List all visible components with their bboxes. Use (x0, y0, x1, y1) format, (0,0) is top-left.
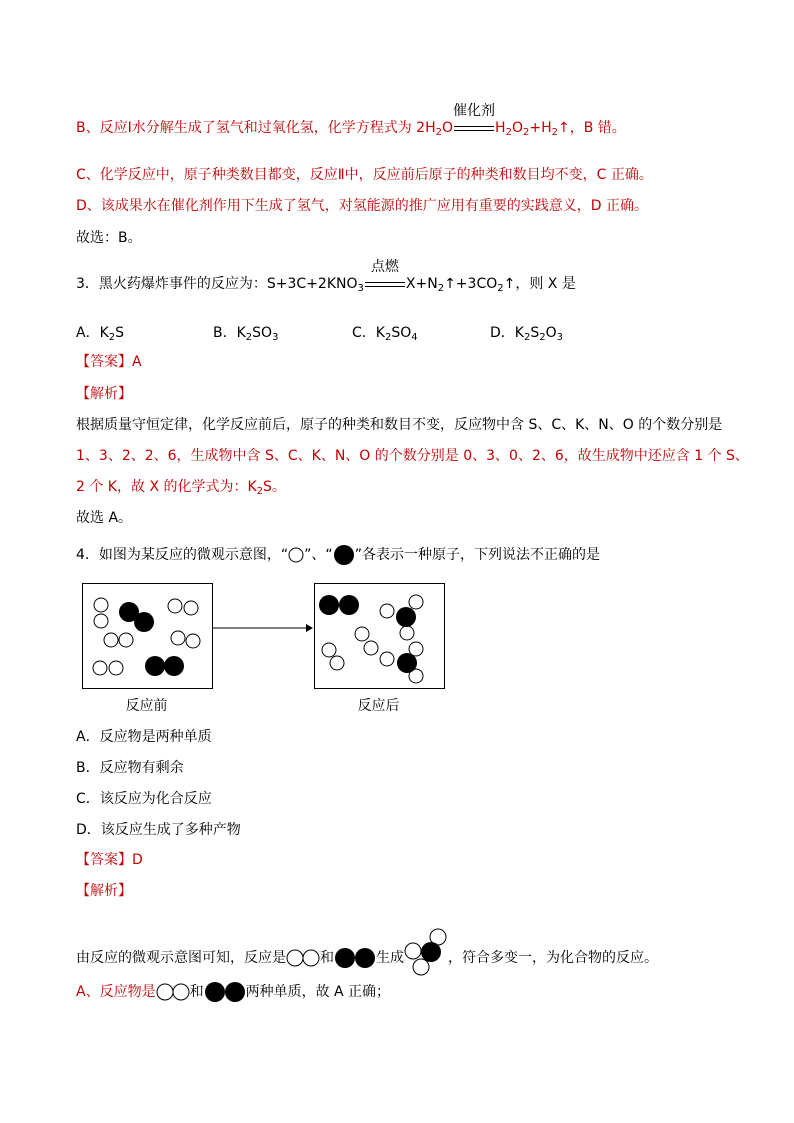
q3-choose: 故选 A。 (76, 510, 133, 526)
q4-option-c: C．该反应为化合反应 (76, 791, 212, 807)
black-atom-icon (333, 544, 355, 566)
before-reaction-box (82, 583, 213, 689)
q3-option-a: A．$K_2S$ (76, 325, 125, 343)
q4-analysis-tag: 【解析】 (76, 883, 132, 899)
white-molecule-icon (156, 982, 190, 1002)
question-4-stem: 4．如图为某反应的微观示意图，“ ”、“ ”各表示一种原子，下列说法不正确的是 (76, 544, 600, 566)
q3-analysis-3: 2 个 K，故 X 的化学式为：$K_2S$。 (76, 479, 286, 497)
white-atom-icon (288, 547, 304, 563)
after-reaction-box (314, 583, 445, 689)
analysis-line-d: D、该成果水在催化剂作用下生成了氢气，对氢能源的推广应用有重要的实践意义，D 正确。 (76, 198, 649, 214)
black-molecule-icon (334, 946, 376, 970)
product-molecule-icon (404, 928, 448, 976)
analysis-line-c: C、化学反应中，原子种类数目都变，反应Ⅱ中，反应前后原子的种类和数目均不变，C 正确。 (76, 167, 653, 183)
before-particles (83, 584, 212, 688)
reaction-arrow-icon (212, 622, 314, 634)
equals-bar (454, 126, 494, 131)
choose-line-2: 故选：B。 (76, 230, 142, 246)
analysis-line-b: B、反应Ⅰ水分解生成了氢气和过氧化氢，化学方程式为 $2H_2O$ 催化剂 $H_2O_2+H_2↑$，B 错。 (76, 103, 626, 138)
ignite-condition: 点燃 (364, 274, 406, 294)
q4-answer: 【答案】D (76, 852, 143, 868)
equals-bar (365, 282, 405, 287)
white-molecule-icon (286, 948, 320, 968)
q3-analysis-2: 1、3、2、2、6，生成物中含 S、C、K、N、O 的个数分别是 0、3、0、2、6，故生成物中还应含 1 个 S、 (76, 448, 749, 464)
q4-analysis-a: A、反应物是 和 两种单质，故 A 正确； (76, 980, 390, 1004)
q4-analysis-1: 由反应的微观示意图可知，反应是 和 生成 ，符合多变一，为化合物的反应。 (76, 928, 658, 976)
q4-option-d: D．该反应生成了多种产物 (76, 822, 241, 838)
q4-option-b: B．反应物有剩余 (76, 760, 184, 776)
q3-analysis-tag: 【解析】 (76, 386, 132, 402)
q3-analysis-1: 根据质量守恒定律，化学反应前后，原子的种类和数目不变，反应物中含 S、C、K、N、O 的个数分别是 (76, 417, 723, 433)
q3-option-d: D．$K_2S_2O_3$ (490, 325, 564, 343)
q3-answer: 【答案】A (76, 354, 142, 370)
q3-option-b: B．$K_2SO_3$ (213, 325, 279, 343)
caption-after: 反应后 (357, 698, 400, 714)
q3-option-c: C．$K_2SO_4$ (352, 325, 418, 343)
q4-option-a: A．反应物是两种单质 (76, 729, 212, 745)
question-3-stem: 3．黑火药爆炸事件的反应为：$S+3C+2KNO_3$ 点燃 $X+N_2↑+3CO_2↑$，则 X 是 (76, 259, 576, 294)
after-particles (315, 584, 444, 688)
black-molecule-icon (204, 980, 246, 1004)
catalyst-condition: 催化剂 (453, 118, 495, 138)
caption-before: 反应前 (125, 698, 168, 714)
